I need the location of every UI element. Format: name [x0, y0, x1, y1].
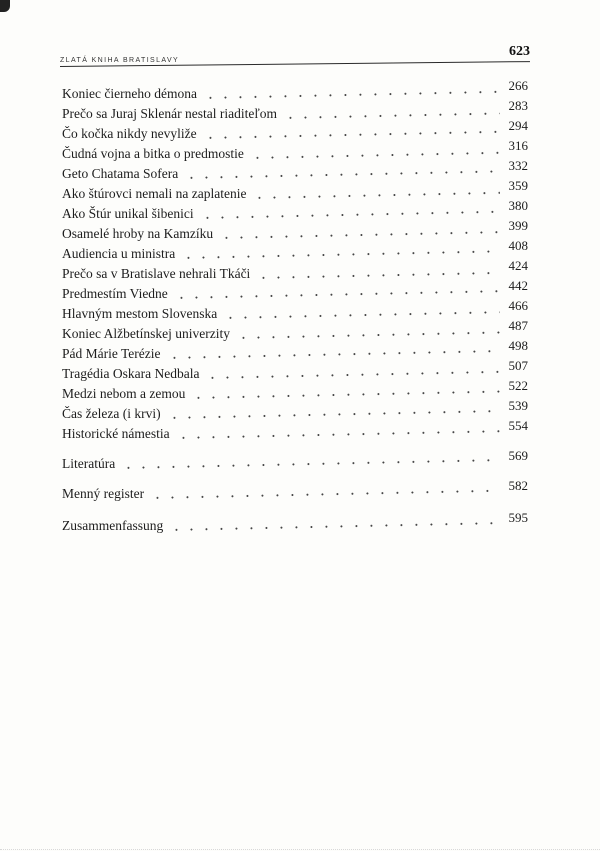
toc-entry-page: 380	[508, 198, 528, 213]
corner-ink-mark	[0, 0, 10, 12]
toc-entry	[62, 358, 528, 382]
toc-entry	[62, 338, 528, 362]
dot-leader	[150, 483, 500, 500]
toc-entry-page: 487	[508, 318, 528, 333]
toc-entry-title: Predmestím Viedne	[62, 286, 168, 301]
toc-entry-page: 266	[508, 78, 528, 93]
toc-entry	[62, 258, 528, 282]
toc-entry-summary	[62, 510, 528, 534]
toc-entry	[62, 98, 528, 122]
toc-entry-title: Hlavným mestom Slovenska	[62, 306, 218, 321]
dot-leader	[181, 243, 500, 260]
dot-leader	[121, 452, 500, 470]
toc-entry-page: 424	[508, 258, 528, 273]
toc-entry-title: Koniec čierneho démona	[62, 86, 197, 101]
toc-entry-title: Prečo sa Juraj Sklenár nestal riaditeľom	[62, 106, 278, 121]
toc-entry	[62, 238, 528, 262]
toc-entry-page: 498	[508, 338, 528, 353]
toc-entry-page: 316	[508, 138, 528, 153]
toc-entry-page: 522	[508, 378, 528, 393]
toc-entry-page: 294	[508, 118, 528, 133]
toc-entry	[62, 138, 528, 162]
toc-entry	[62, 298, 528, 322]
toc-entry-title: Literatúra	[62, 456, 116, 471]
toc-entry-page: 539	[508, 398, 528, 413]
toc-entry-title: Koniec Alžbetínskej univerzity	[62, 326, 230, 341]
toc-entry-title: Audiencia u ministra	[62, 246, 176, 261]
toc-entry	[62, 178, 528, 202]
dot-leader	[283, 105, 500, 120]
dot-leader	[223, 304, 500, 320]
toc-entry-title: Tragédia Oskara Nedbala	[62, 366, 200, 381]
dot-leader	[191, 384, 500, 400]
toc-entry-title: Historické námestia	[62, 426, 170, 441]
toc-entry-page: 554	[508, 418, 528, 433]
toc-entry-page: 332	[508, 158, 528, 173]
toc-entry-page: 283	[508, 98, 528, 113]
toc-entry-title: Zusammenfassung	[62, 518, 164, 533]
toc-entry-page: 399	[508, 218, 528, 233]
toc-entry-page: 466	[508, 298, 528, 313]
toc-entry-literature	[62, 448, 528, 472]
page-number: 623	[509, 44, 530, 59]
toc-entry	[62, 278, 528, 302]
dot-leader	[256, 265, 500, 280]
dot-leader	[250, 145, 500, 160]
dot-leader	[236, 324, 500, 340]
toc-entry	[62, 158, 528, 182]
toc-entry-page: 442	[508, 278, 528, 293]
toc-entry-title: Čas železa (i krvi)	[62, 406, 161, 421]
dot-leader	[202, 124, 500, 140]
page-bottom-edge	[0, 849, 600, 850]
dot-leader	[205, 364, 500, 380]
dot-leader	[203, 84, 500, 100]
dot-leader	[199, 204, 500, 220]
toc-entry-page: 595	[508, 510, 528, 525]
toc-entry-title: Geto Chatama Sofera	[62, 166, 179, 181]
toc-entry	[62, 398, 528, 422]
toc-entry	[62, 378, 528, 402]
toc-entry	[62, 318, 528, 342]
toc-entry-title: Pád Márie Terézie	[62, 346, 161, 361]
toc-entry-page: 582	[508, 478, 528, 493]
dot-leader	[252, 185, 500, 200]
toc-entry	[62, 198, 528, 222]
toc-entry-title: Čo kočka nikdy nevyliže	[62, 126, 197, 141]
toc-entry-title: Osamelé hroby na Kamzíku	[62, 226, 214, 241]
dot-leader	[169, 515, 500, 532]
toc-entry-page: 569	[508, 448, 528, 463]
dot-leader	[175, 423, 500, 440]
toc-entry-page: 408	[508, 238, 528, 253]
toc-entry-name-index	[62, 478, 528, 502]
toc-entry-title: Ako Štúr unikal šibenici	[62, 206, 194, 221]
toc-entry-title: Prečo sa v Bratislave nehrali Tkáči	[62, 266, 251, 281]
toc-entry-title: Menný register	[62, 486, 145, 501]
toc-entry	[62, 118, 528, 142]
toc-entry-title: Čudná vojna a bitka o predmostie	[62, 146, 244, 161]
dot-leader	[174, 283, 500, 300]
toc-entry-page: 359	[508, 178, 528, 193]
dot-leader	[219, 224, 500, 240]
dot-leader	[166, 403, 500, 420]
toc-entry	[62, 78, 528, 102]
toc-entry-title: Ako štúrovci nemali na zaplatenie	[62, 186, 247, 201]
toc-entry	[62, 418, 528, 442]
dot-leader	[184, 163, 500, 180]
table-of-contents	[62, 78, 528, 534]
toc-entry-page: 507	[508, 358, 528, 373]
dot-leader	[166, 343, 500, 360]
running-head: ZLATÁ KNIHA BRATISLAVY	[60, 57, 180, 64]
toc-entry	[62, 218, 528, 242]
toc-entry-title: Medzi nebom a zemou	[62, 386, 186, 401]
